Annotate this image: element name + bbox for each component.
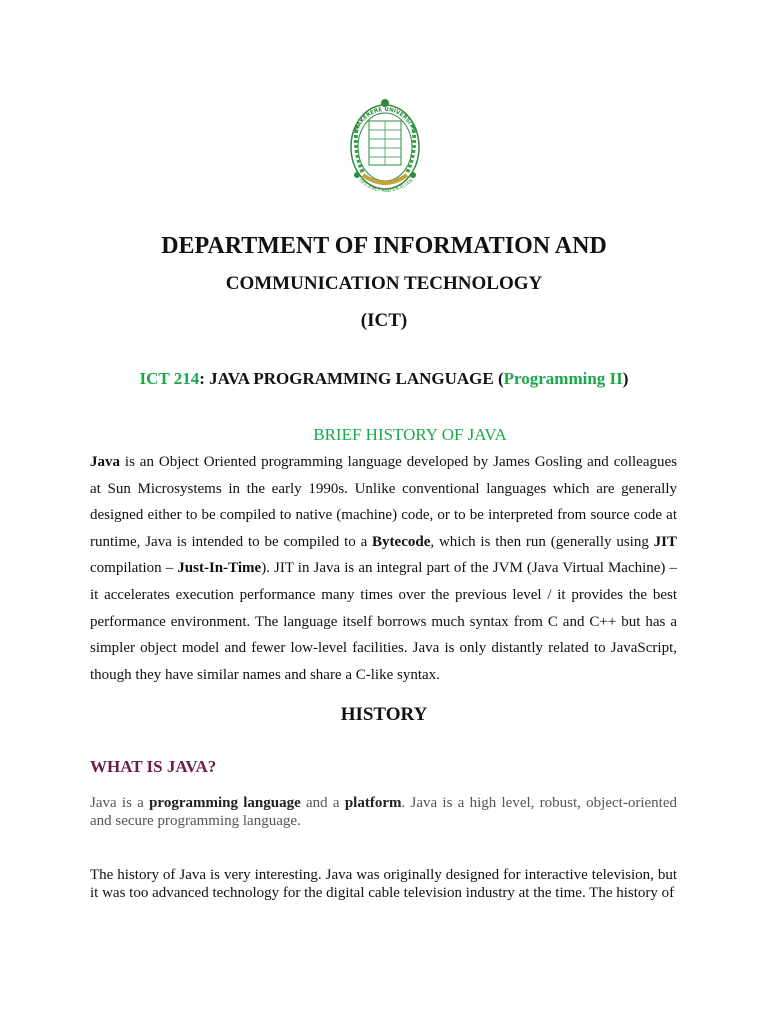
svg-text:PROFICIENCY AND EXCELLENCE: OFICIENCY AND EXCELLEN <box>357 178 415 195</box>
paragraph-text: is an Object Oriented programming language developed by James Gosling and colleagues at Sun Microsystems in the early 1990s. Unlike conventional languages which are generally designed either to be compiled to native (machine) code, or to be interpreted from source code at runtime, Java is intended to be compiled to a <box>90 454 677 550</box>
course-title-close: ) <box>622 369 629 388</box>
university-crest-logo-icon <box>341 95 429 207</box>
course-subtitle: Programming II <box>503 369 623 388</box>
course-code: ICT 214 <box>139 369 200 388</box>
paragraph-text: compilation – <box>90 560 178 577</box>
term-java: Java <box>90 454 120 470</box>
department-title-line-3: (ICT) <box>360 310 408 331</box>
paragraph-text: Java is a <box>90 795 150 811</box>
term-jit: JIT <box>653 533 677 550</box>
course-name: : JAVA PROGRAMMING LANGUAGE ( <box>199 369 504 388</box>
paragraph-java-intro <box>90 449 677 688</box>
section-heading-history: HISTORY <box>340 704 428 725</box>
term-bytecode: Bytecode <box>372 533 431 550</box>
university-logo <box>341 95 429 207</box>
paragraph-text: . Java is a high level, robust, object-oriented and secure programming language. <box>90 795 677 829</box>
paragraph-text: ). JIT in Java is an integral part of the JVM (Java Virtual Machine) – it accelerates execution performance many times over the previous level / it provides the best performance environment. The language itself borrows much syntax from C and C++ but has a simpler object model and fewer low-level facilities. Java is only distantly related to JavaScript, though they have similar names and share a C-like syntax. <box>90 560 677 683</box>
term-platform: platform <box>344 795 402 811</box>
term-just-in-time: Just-In-Time <box>177 560 262 577</box>
section-heading-what-is-java: WHAT IS JAVA? <box>90 757 217 776</box>
section-heading-brief-history: BRIEF HISTORY OF JAVA <box>313 425 507 444</box>
department-title-line-2: COMMUNICATION TECHNOLOGY <box>225 273 543 294</box>
paragraph-text: and a <box>300 795 345 811</box>
course-title <box>0 367 768 391</box>
svg-text:MAKERERE UNIVERSITY: MAKERERE UNIVERSITY <box>353 106 417 133</box>
paragraph-text: , which is then run (generally using <box>430 533 654 550</box>
paragraph-what-is-java <box>90 794 677 830</box>
department-title-line-1: DEPARTMENT OF INFORMATION AND <box>161 233 607 259</box>
paragraph-history-of-java: The history of Java is very interesting. Java was originally designed for interactive television, but it was too advanced technology for the digital cable television industry at the time. The history of <box>90 867 677 901</box>
term-programming-language: programming language <box>149 795 301 811</box>
